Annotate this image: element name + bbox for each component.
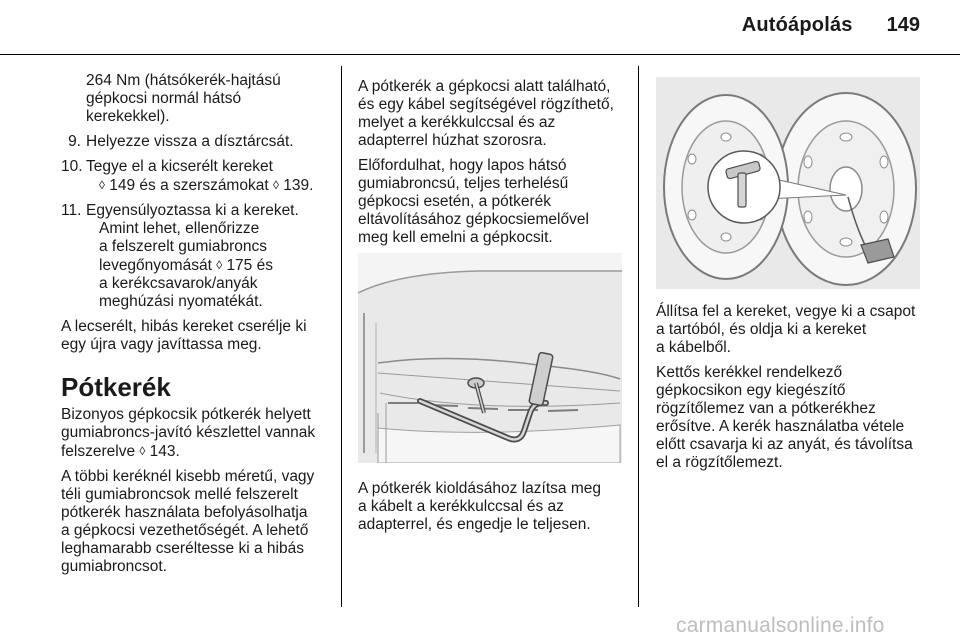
page-ref-link[interactable]: 175 és [226, 257, 273, 274]
page-ref-link[interactable]: 143. [149, 443, 180, 460]
column-2 [358, 78, 626, 254]
figure-caption: A pótkerék kioldásához lazítsa meg a kábelt a kerékkulccsal és az adapterrel, és engedje le teljesen. [358, 480, 601, 533]
intro-text: 264 Nm (hátsókerék-hajtású gépkocsi normál hátsó kerekekkel). [86, 72, 281, 125]
column-divider-1 [341, 66, 342, 607]
replace-tire-paragraph: A lecserélt, hibás kereket cserélje ki egy újra vagy javíttassa meg. [61, 318, 307, 353]
dual-wheel-paragraph: Kettős kerékkel rendelkező gépkocsikon egy kiegészítő rögzítőlemez van a pótkerékhez erősítve. A kerék használatba vétele előtt csavarja ki az anyát, és távolítsa el a rögzítőlemezt. [656, 364, 913, 471]
reference-icon: ◊ [272, 178, 279, 192]
reference-icon: ◊ [99, 178, 105, 192]
page-header [742, 14, 920, 37]
page-number: 149 [886, 14, 920, 36]
jack-paragraph: Előfordulhat, hogy lapos hátsó gumiabroncsú, teljes terhelésű gépkocsi esetén, a pótkerék eltávolításához gépkocsiemelővel meg kell emelni a gépkocsit. [358, 157, 589, 246]
column-3 [656, 303, 924, 479]
reference-icon: ◊ [139, 444, 146, 458]
spare-wheel-illustration [656, 77, 920, 289]
section-heading: Pótkerék [61, 372, 171, 402]
page-ref-link[interactable]: 139. [283, 177, 314, 194]
spare-wheel-drawing [656, 77, 920, 289]
spare-location-paragraph: A pótkerék a gépkocsi alatt található, és egy kábel segítségével rögzíthető, melyet a kerékkulccsal és az adapterrel húzhat szorosra. [358, 78, 614, 149]
header-rule [0, 54, 960, 55]
watermark: carmanualsonline.info [676, 614, 885, 637]
trunk-wrench-drawing [358, 253, 622, 463]
column-1 [61, 72, 331, 583]
reference-icon: ◊ [216, 258, 223, 272]
list-item-10: 10. Tegye el a kicserélt kereket ◊ 149 és a szerszámokat ◊ 139. [61, 158, 314, 194]
spare-wheel-paragraph-1: Bizonyos gépkocsik pótkerék helyett gumiabroncs-javító készlettel vannak felszerelve ◊ 143. [61, 406, 316, 460]
list-item-11: 11. Egyensúlyoztassa ki a kereket. Amint lehet, ellenőrizze a felszerelt gumiabroncs levegőnyomását ◊ 175 és a kerékcsavarok/anyák meghúzási nyomatékát. [61, 202, 299, 310]
trunk-wrench-illustration [358, 253, 622, 463]
section-title: Autóápolás [741, 14, 853, 36]
wheel-release-paragraph: Állítsa fel a kereket, vegye ki a csapot a tartóból, és oldja ki a kereket a kábelből. [656, 303, 916, 356]
spare-wheel-paragraph-2: A többi keréknél kisebb méretű, vagy téli gumiabroncsok mellé felszerelt pótkerék használata befolyásolhatja a gépkocsi vezethetőségét. A lehető leghamarabb cseréltesse ki a hibás gumiabroncsot. [61, 468, 315, 575]
column-divider-2 [638, 66, 639, 607]
list-item-9: 9. Helyezze vissza a dísztárcsát. [68, 133, 294, 150]
page-ref-link[interactable]: 149 [109, 177, 136, 194]
